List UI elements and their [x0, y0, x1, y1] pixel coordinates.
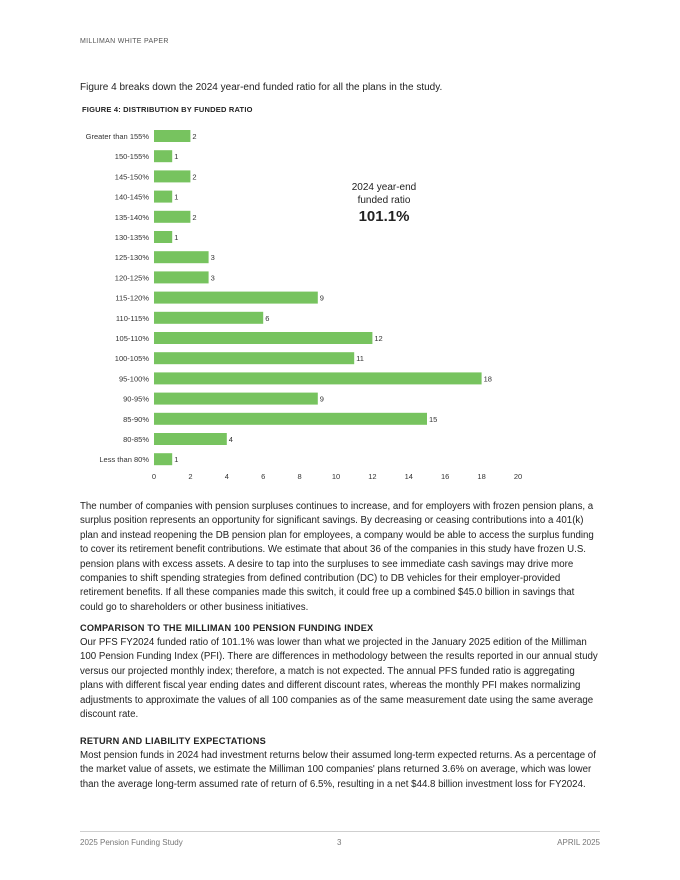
x-tick-label: 18	[477, 472, 486, 482]
footer-study-title: 2025 Pension Funding Study	[80, 838, 183, 847]
data-label: 1	[174, 152, 179, 162]
data-label: 1	[174, 233, 179, 242]
data-label: 6	[265, 313, 270, 323]
bar	[154, 312, 263, 324]
x-tick-label: 8	[297, 472, 302, 482]
category-label: 125-130%	[114, 253, 149, 263]
bar	[154, 130, 190, 142]
category-label: 95-100%	[118, 374, 149, 384]
x-tick-label: 20	[513, 472, 523, 482]
paragraph-comparison: Our PFS FY2024 funded ratio of 101.1% was lower than what we projected in the January 2025 edition of the Milliman 100 Pension Funding Index (PFI). There are differences in methodology between the results reported in our annual study versus our projected monthly index; therefore, a match is not expected. The annual PFS funded ratio is aggregating plans with different fiscal year ending dates and different discount rates, whereas the monthly PFI makes normalizing adjustments to approximate the values of all 100 companies as of the same measurement date using the same average discount rate.	[80, 637, 598, 721]
x-tick-label: 10	[331, 472, 341, 482]
footer-page-number: 3	[337, 838, 342, 847]
section-heading-comparison: COMPARISON TO THE MILLIMAN 100 PENSION FUNDING INDEX	[80, 623, 374, 633]
category-label: 115-120%	[115, 293, 149, 303]
data-label: 3	[210, 273, 215, 283]
footer-divider	[80, 831, 600, 832]
data-label: 1	[174, 192, 179, 202]
bar	[154, 191, 172, 203]
x-tick-label: 12	[368, 472, 377, 482]
bar	[154, 150, 172, 162]
bar	[154, 453, 172, 465]
bar	[154, 231, 172, 243]
category-label: 100-105%	[114, 354, 149, 364]
category-label: 120-125%	[114, 273, 149, 283]
data-label: 12	[374, 334, 383, 343]
data-label: 15	[429, 414, 438, 424]
annotation-label-line1: 2024 year-end	[351, 182, 417, 193]
funded-ratio-annotation	[330, 182, 438, 225]
category-label: 110-115%	[115, 313, 149, 323]
bar	[154, 170, 190, 182]
category-label: 145-150%	[114, 172, 149, 182]
data-label: 2	[192, 212, 197, 222]
footer-date: APRIL 2025	[557, 838, 600, 847]
annotation-value: 101.1%	[358, 208, 410, 225]
x-tick-label: 14	[404, 472, 413, 482]
figure-title: FIGURE 4: DISTRIBUTION BY FUNDED RATIO	[82, 105, 253, 114]
bar	[154, 251, 209, 263]
x-tick-label: 4	[224, 472, 229, 482]
category-label: 85-90%	[123, 414, 149, 424]
x-tick-label: 0	[151, 472, 157, 482]
header-label: MILLIMAN WHITE PAPER	[80, 38, 169, 45]
category-label: 140-145%	[114, 192, 149, 202]
paragraph-surplus: The number of companies with pension surpluses continues to increase, and for employers with frozen pension plans, a surplus position represents an opportunity for significant savings. By decreasing or ceasing contributions into a 401(k) plan and instead reopening the DB pension plan for employees, a company would be able to access the surplus funding to cover its retirement benefit contributions. We estimate that about 36 of the companies in this study have frozen U.S. pension plans with excess assets. A desire to tap into the surpluses to see immediate cash savings may drive more companies to shift spending strategies from defined contribution (DC) to DB vehicles for their employer-provided retirement benefits. If all these companies made this switch, it could free up a combined $45.0 billion in savings that could go to shareholders or other business initiatives.	[80, 501, 594, 613]
category-label: 90-95%	[123, 394, 149, 404]
annotation-label-line2: funded ratio	[357, 194, 411, 206]
bar	[154, 372, 482, 384]
category-label: 105-110%	[115, 334, 149, 343]
data-label: 3	[210, 253, 215, 263]
data-label: 18	[483, 374, 492, 384]
section-heading-return: RETURN AND LIABILITY EXPECTATIONS	[80, 736, 266, 746]
bar	[154, 352, 354, 364]
category-label: 130-135%	[114, 233, 149, 242]
bar	[154, 433, 227, 445]
bar	[154, 393, 318, 405]
data-label: 4	[228, 435, 233, 444]
bar	[154, 292, 318, 304]
data-label: 9	[319, 293, 324, 303]
category-label: 150-155%	[114, 152, 149, 162]
x-tick-label: 16	[441, 472, 450, 482]
data-label: 1	[174, 455, 179, 465]
data-label: 2	[192, 132, 197, 141]
category-label: 135-140%	[114, 212, 149, 222]
bar	[154, 211, 190, 223]
paragraph-return: Most pension funds in 2024 had investment returns below their assumed long-term expected returns. As a percentage of the market value of assets, we estimate the Milliman 100 companies' plans returned 3.6% on average, which was lower than the average long-term assumed rate of return of 6.5%, resulting in a net $44.8 billion investment loss for FY2024.	[80, 750, 596, 790]
category-label: Greater than 155%	[85, 132, 149, 141]
intro-text: Figure 4 breaks down the 2024 year-end funded ratio for all the plans in the study.	[80, 82, 443, 93]
bar	[154, 332, 372, 344]
data-label: 9	[319, 394, 324, 404]
bar	[154, 413, 427, 425]
x-tick-label: 6	[261, 472, 266, 482]
category-label: 80-85%	[123, 435, 149, 444]
category-label: Less than 80%	[99, 455, 149, 465]
x-tick-label: 2	[188, 472, 193, 482]
bar	[154, 271, 209, 283]
data-label: 11	[356, 354, 364, 364]
data-label: 2	[192, 172, 197, 182]
